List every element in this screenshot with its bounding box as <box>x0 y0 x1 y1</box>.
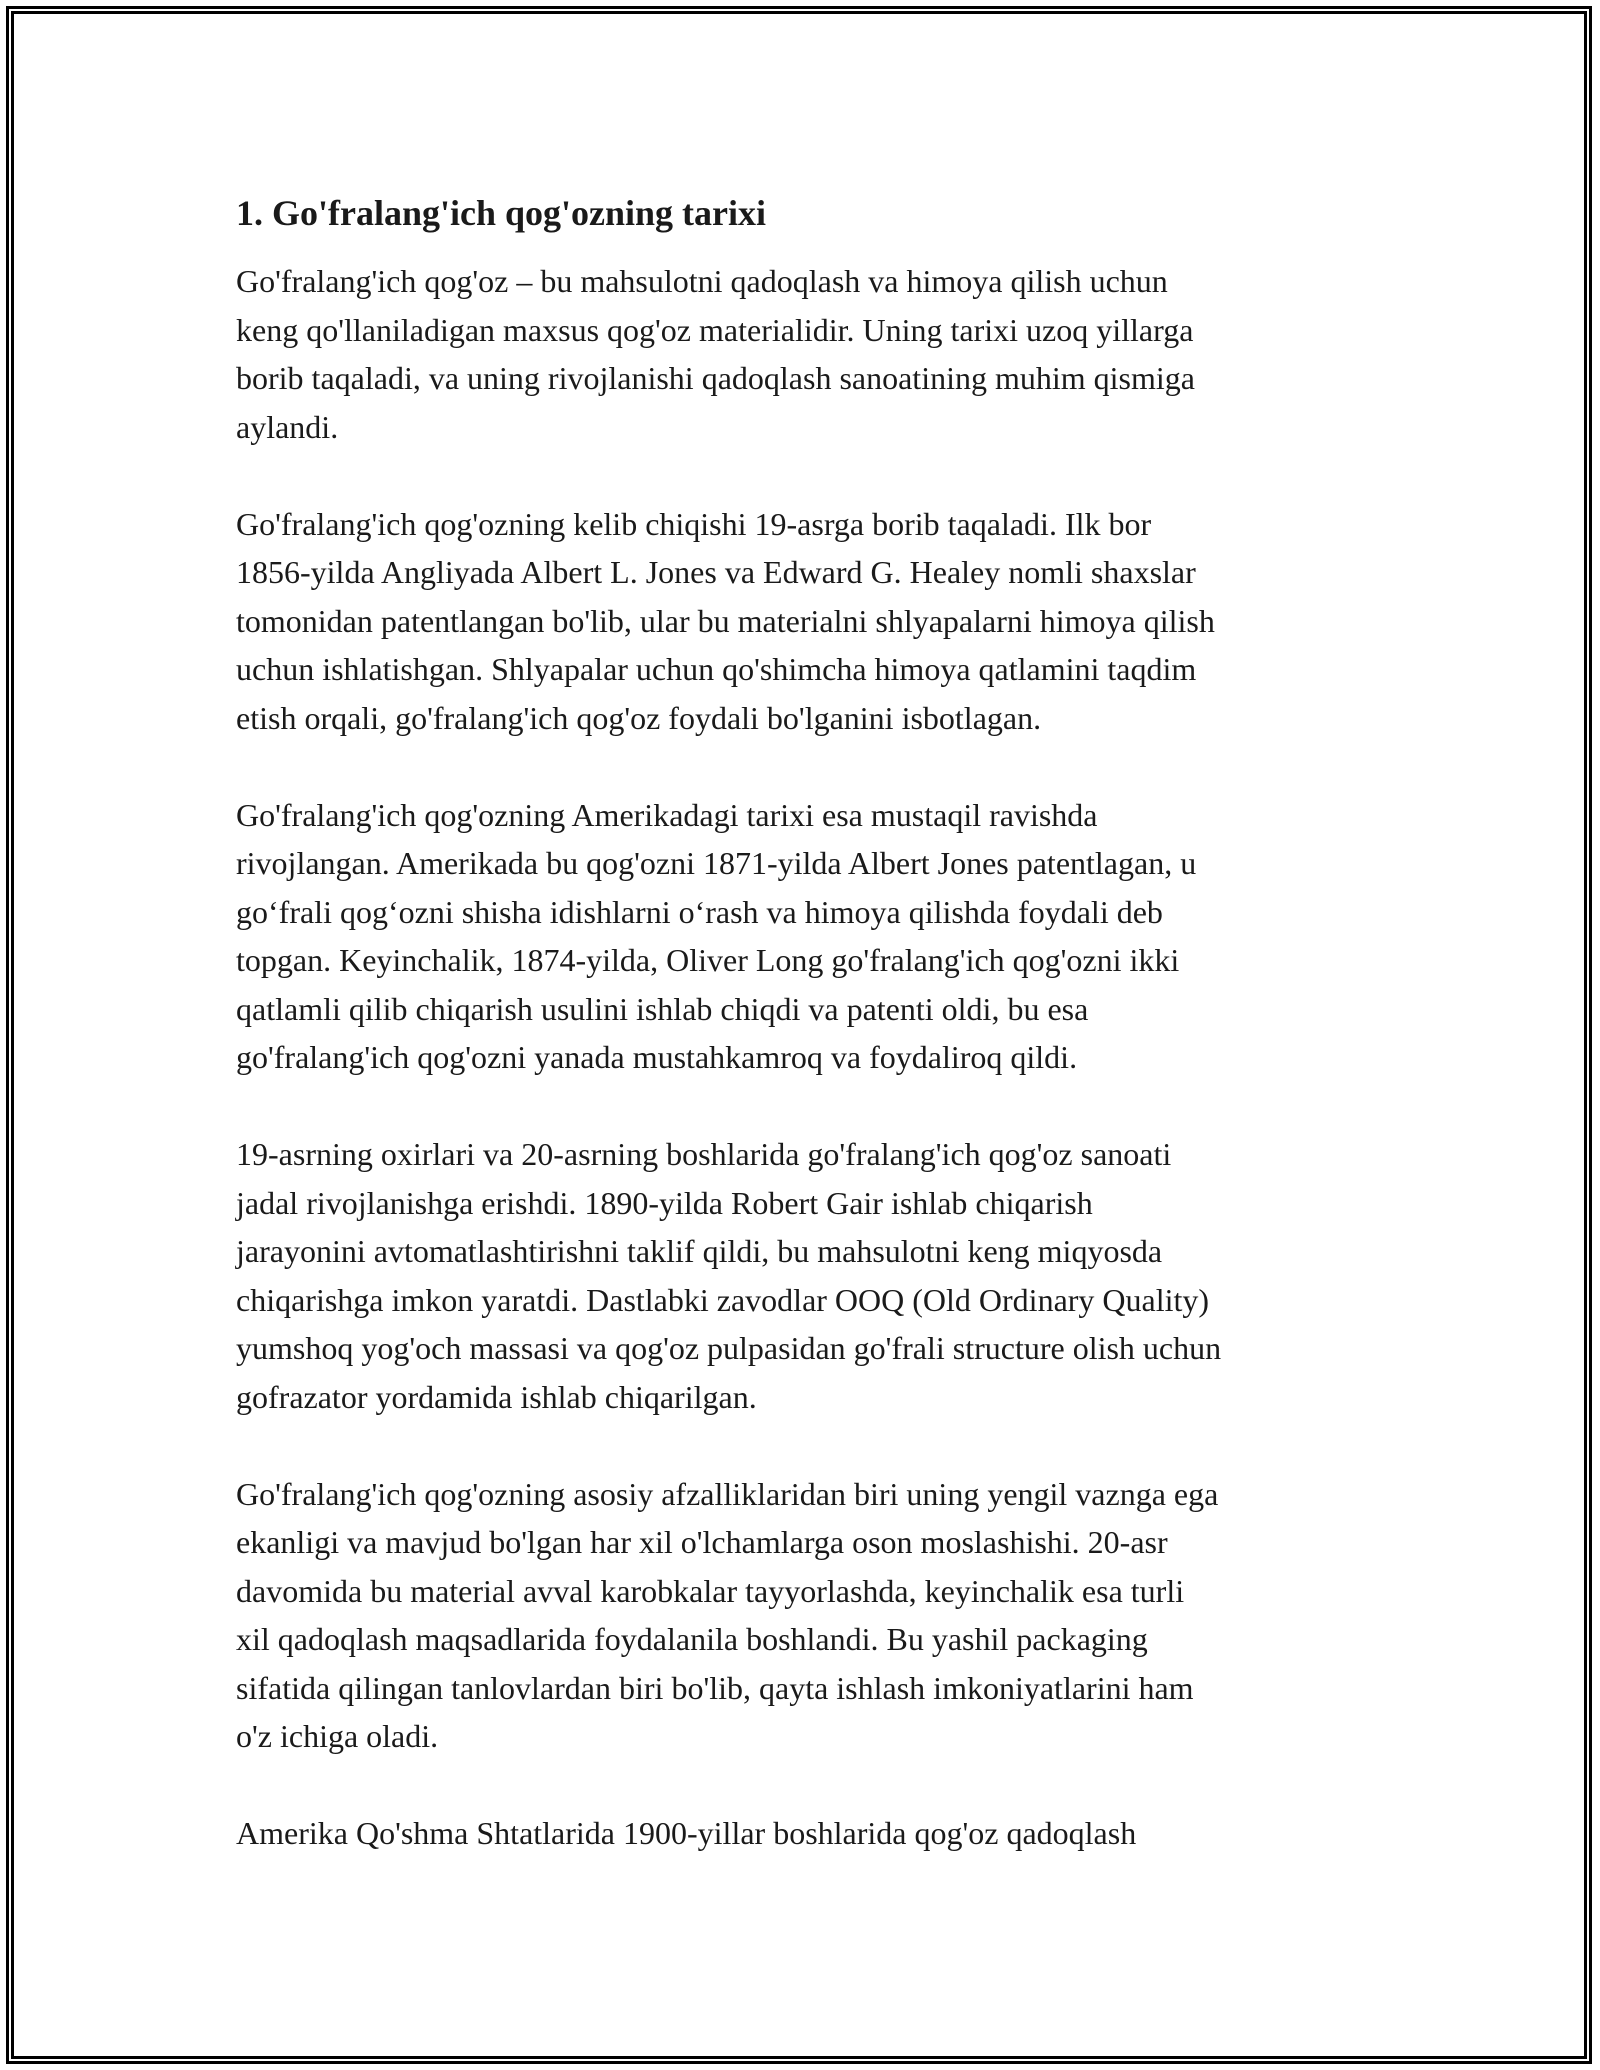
text-line: topgan. Keyinchalik, 1874-yilda, Oliver Long go'fralang'ich qog'ozni ikki <box>236 942 1180 978</box>
text-line: jarayonini avtomatlashtirishni taklif qildi, bu mahsulotni keng miqyosda <box>236 1233 1163 1269</box>
text-line: 19-asrning oxirlari va 20-asrning boshlarida go'fralang'ich qog'oz sanoati <box>236 1136 1172 1172</box>
section-heading: 1. Go'fralang'ich qog'ozning tarixi <box>236 193 767 233</box>
text-line: gofrazator yordamida ishlab chiqarilgan. <box>236 1378 757 1415</box>
text-line: davomida bu material avval karobkalar tayyorlashda, keyinchalik esa turli <box>236 1572 1185 1609</box>
text-line: borib taqaladi, va uning rivojlanishi qadoqlash sanoatining muhim qismiga <box>236 360 1195 396</box>
text-line: ekanligi va mavjud bo'lgan har xil o'lchamlarga oson moslashishi. 20-asr <box>236 1524 1168 1560</box>
text-line: uchun ishlatishgan. Shlyapalar uchun qo'shimcha himoya qatlamini taqdim <box>236 651 1197 687</box>
paragraph-5 <box>236 1470 1376 1761</box>
text-line: Go'fralang'ich qog'oz – bu mahsulotni qadoqlash va himoya qilish uchun <box>236 263 1168 299</box>
text-line: o'z ichiga oladi. <box>236 1718 439 1754</box>
text-line: qatlamli qilib chiqarish usulini ishlab chiqdi va patenti oldi, bu esa <box>236 990 1089 1027</box>
text-line: chiqarishga imkon yaratdi. Dastlabki zavodlar OOQ (Old Ordinary Quality) <box>236 1281 1210 1318</box>
text-line: jadal rivojlanishga erishdi. 1890-yilda Robert Gair ishlab chiqarish <box>236 1184 1093 1221</box>
text-line: rivojlangan. Amerikada bu qog'ozni 1871-yilda Albert Jones patentlagan, u <box>236 845 1197 881</box>
paragraph-4 <box>236 1130 1376 1421</box>
paragraph-2 <box>236 500 1376 743</box>
text-line: 1856-yilda Angliyada Albert L. Jones va Edward G. Healey nomli shaxslar <box>236 554 1196 590</box>
text-line: go‘frali qog‘ozni shisha idishlarni o‘rash va himoya qilishda foydali deb <box>236 893 1163 930</box>
text-line: yumshoq yog'och massasi va qog'oz pulpasidan go'frali structure olish uchun <box>236 1330 1222 1366</box>
document-body <box>236 187 1376 1906</box>
paragraph-6 <box>236 1809 1376 1858</box>
paragraph-3 <box>236 791 1376 1082</box>
text-line: keng qo'llaniladigan maxsus qog'oz materialidir. Uning tarixi uzoq yillarga <box>236 311 1194 348</box>
text-line: Go'fralang'ich qog'ozning kelib chiqishi 19-asrga borib taqaladi. Ilk bor <box>236 505 1152 542</box>
text-line: tomonidan patentlangan bo'lib, ular bu materialni shlyapalarni himoya qilish <box>236 602 1215 639</box>
text-line: aylandi. <box>236 408 339 445</box>
text-line: Go'fralang'ich qog'ozning Amerikadagi tarixi esa mustaqil ravishda <box>236 796 1098 833</box>
text-line: Go'fralang'ich qog'ozning asosiy afzalliklaridan biri uning yengil vaznga ega <box>236 1475 1219 1512</box>
text-line: Amerika Qo'shma Shtatlarida 1900-yillar boshlarida qog'oz qadoqlash <box>236 1815 1137 1851</box>
paragraph-1 <box>236 257 1376 451</box>
text-line: go'fralang'ich qog'ozni yanada mustahkamroq va foydaliroq qildi. <box>236 1039 1078 1075</box>
text-line: xil qadoqlash maqsadlarida foydalanila boshlandi. Bu yashil packaging <box>236 1621 1148 1657</box>
text-line: sifatida qilingan tanlovlardan biri bo'lib, qayta ishlash imkoniyatlarini ham <box>236 1669 1194 1706</box>
text-line: etish orqali, go'fralang'ich qog'oz foydali bo'lganini isbotlagan. <box>236 699 1042 736</box>
